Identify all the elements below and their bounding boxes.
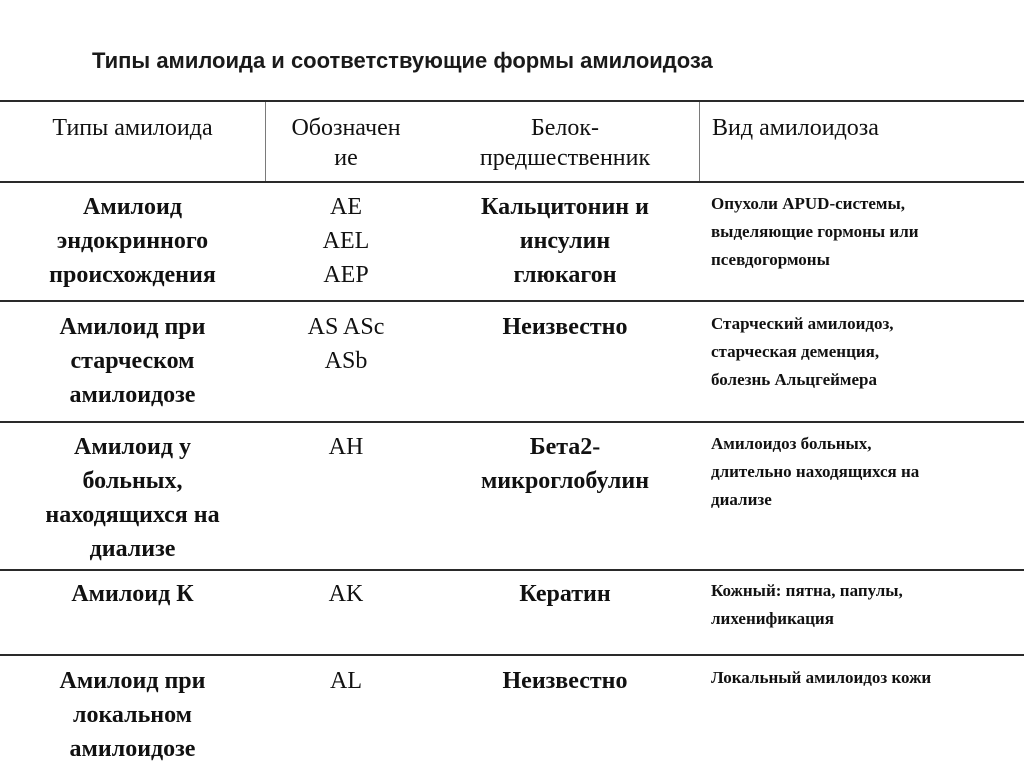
row-1-protein-line-3: глюкагон xyxy=(513,262,617,288)
header-precursor-line-2: предшественник xyxy=(479,145,651,171)
row-4-code-line-1: AK xyxy=(328,581,364,607)
row-5-kind-line-1: Локальный амилоидоз кожи xyxy=(711,668,932,687)
row-5-type-line-3: амилоидозе xyxy=(69,736,196,762)
row-4-type-line-1: Амилоид К xyxy=(71,581,194,607)
table-row-3-type xyxy=(0,430,265,566)
table-row-5-type xyxy=(0,664,265,766)
header-designation-line-2: ие xyxy=(334,145,358,171)
row-2-code-line-2: ASb xyxy=(324,348,368,374)
header-types-text: Типы амилоида xyxy=(52,115,213,141)
row-3-type-line-2: больных, xyxy=(82,468,183,494)
row-3-kind-line-1: Амилоидоз больных, xyxy=(711,434,872,453)
table-row-5-code xyxy=(266,664,426,698)
row-2-type-line-2: старческом xyxy=(70,348,195,374)
row-2-type-line-1: Амилоид при xyxy=(59,314,206,340)
row-5-code-line-1: AL xyxy=(330,668,362,694)
row-4-kind-line-1: Кожный: пятна, папулы, xyxy=(711,581,903,600)
table-row-5-kind xyxy=(711,664,1016,692)
table-row-1-protein xyxy=(430,190,700,292)
row-3-kind-line-3: диализе xyxy=(711,490,772,509)
header-kind-text: Вид амилоидоза xyxy=(712,115,879,141)
row-4-border xyxy=(0,654,1024,656)
row-2-border xyxy=(0,421,1024,423)
table-row-1-code xyxy=(266,190,426,292)
row-2-code-line-1: AS ASc xyxy=(307,314,385,340)
table-row-2-code xyxy=(266,310,426,378)
header-precursor xyxy=(430,113,700,173)
table-row-3-kind xyxy=(711,430,1016,514)
table-row-3-code xyxy=(266,430,426,464)
row-5-type-line-1: Амилоид при xyxy=(59,668,206,694)
table-row-4-type xyxy=(0,577,265,611)
row-2-type-line-3: амилоидозе xyxy=(69,382,196,408)
row-3-code-line-1: AH xyxy=(328,434,364,460)
row-1-kind-line-2: выделяющие гормоны или xyxy=(711,222,919,241)
table-row-4-code xyxy=(266,577,426,611)
row-1-protein-line-1: Кальцитонин и xyxy=(481,194,649,220)
table-row-2-protein xyxy=(430,310,700,344)
row-1-type-line-2: эндокринного xyxy=(56,228,209,254)
table-row-1-type xyxy=(0,190,265,292)
row-1-border xyxy=(0,300,1024,302)
row-1-code-line-3: AEP xyxy=(323,262,369,288)
row-3-border xyxy=(0,569,1024,571)
header-types xyxy=(0,113,265,143)
row-3-kind-line-2: длительно находящихся на xyxy=(711,462,920,481)
row-1-code-line-1: AE xyxy=(330,194,362,220)
header-designation xyxy=(266,113,426,173)
row-5-protein-line-1: Неизвестно xyxy=(502,668,628,694)
table-row-5-protein xyxy=(430,664,700,698)
row-1-type-line-1: Амилоид xyxy=(83,194,182,220)
row-3-protein-line-2: микроглобулин xyxy=(480,468,650,494)
table-row-2-type xyxy=(0,310,265,412)
table-row-4-kind xyxy=(711,577,1016,633)
row-2-kind-line-2: старческая деменция, xyxy=(711,342,880,361)
row-1-kind-line-1: Опухоли APUD-системы, xyxy=(711,194,905,213)
header-row-border xyxy=(0,181,1024,183)
row-3-type-line-3: находящихся на xyxy=(45,502,220,528)
row-2-kind-line-3: болезнь Альцгеймера xyxy=(711,370,878,389)
row-3-protein-line-1: Бета2- xyxy=(529,434,601,460)
row-1-code-line-2: AEL xyxy=(322,228,370,254)
table-row-2-kind xyxy=(711,310,1016,394)
row-4-protein-line-1: Кератин xyxy=(519,581,611,607)
row-1-protein-line-2: инсулин xyxy=(519,228,611,254)
row-5-type-line-2: локальном xyxy=(72,702,192,728)
row-3-type-line-4: диализе xyxy=(89,536,176,562)
header-designation-line-1: Обозначен xyxy=(291,115,401,141)
row-3-type-line-1: Амилоид у xyxy=(74,434,191,460)
table-row-4-protein xyxy=(430,577,700,611)
header-precursor-line-1: Белок- xyxy=(530,115,600,141)
header-kind xyxy=(712,113,1012,143)
table-row-1-kind xyxy=(711,190,1016,274)
row-4-kind-line-2: лихенификация xyxy=(711,609,834,628)
row-2-kind-line-1: Старческий амилоидоз, xyxy=(711,314,894,333)
slide-title: Типы амилоида и соответствующие формы амилоидоза xyxy=(92,48,713,73)
row-1-type-line-3: происхождения xyxy=(49,262,216,288)
table-top-border xyxy=(0,100,1024,102)
row-2-protein-line-1: Неизвестно xyxy=(502,314,628,340)
row-1-kind-line-3: псевдогормоны xyxy=(711,250,830,269)
table-row-3-protein xyxy=(430,430,700,498)
